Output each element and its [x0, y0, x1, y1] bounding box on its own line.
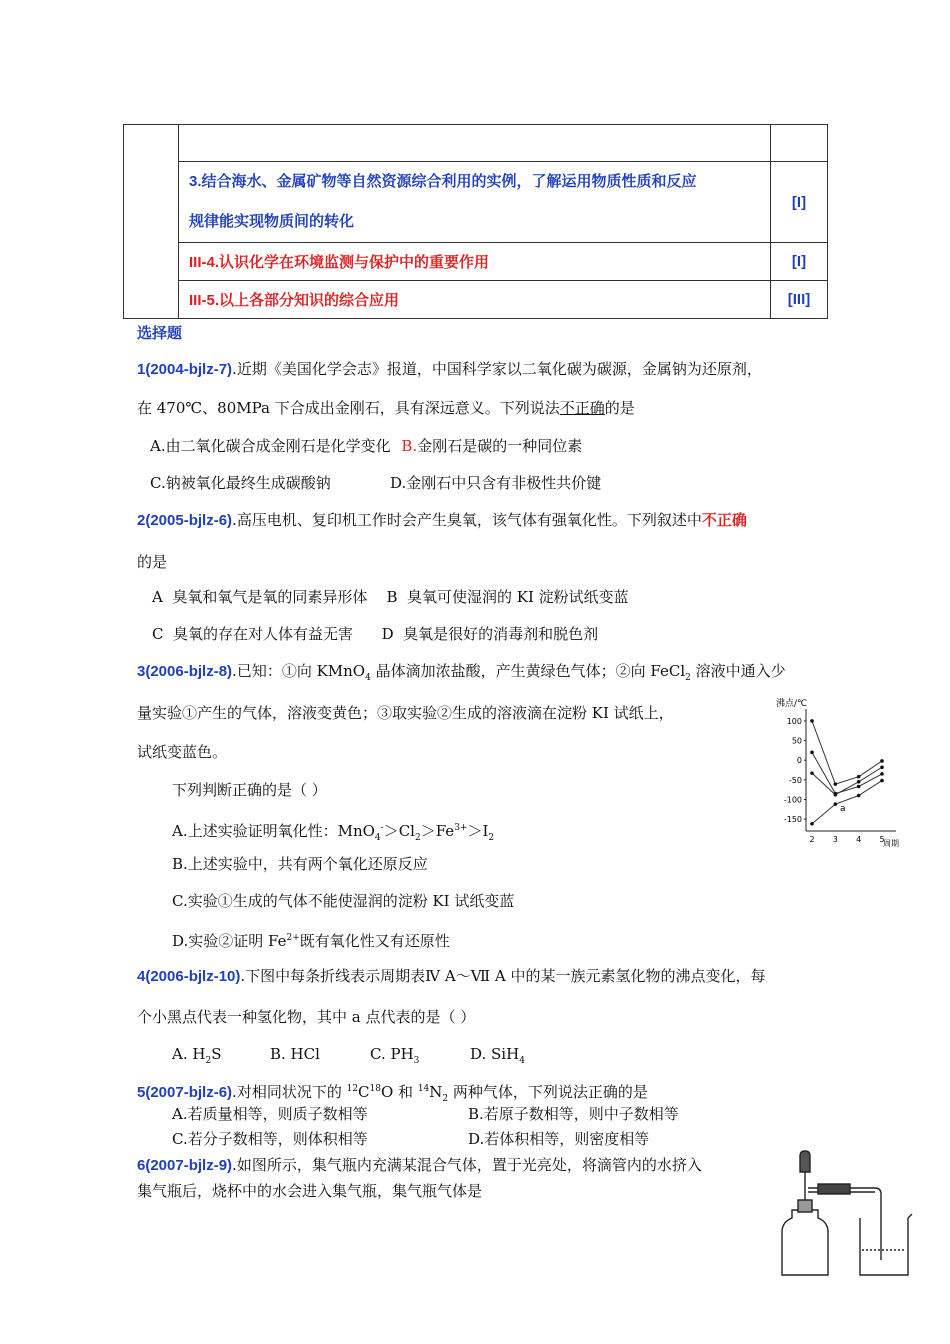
chart-point	[880, 765, 884, 769]
q1-not-correct: 不正确	[559, 399, 605, 417]
chart-y-tick-label: 100	[786, 716, 802, 726]
table-empty-cell	[179, 125, 771, 162]
q4-option-c	[370, 1044, 419, 1071]
q3-option-a	[172, 818, 494, 848]
chart-y-tick-label: -150	[783, 815, 802, 825]
chart-ylabel: 沸点/℃	[776, 699, 808, 709]
q1-text2a: 在 470℃、80MPa 下合成出金刚石，具有深远意义。下列说法	[137, 399, 560, 417]
q3-option-c: C.实验①生成的气体不能使湿润的淀粉 KI 试纸变蓝	[172, 892, 515, 910]
q3-a-2: ＞Cl	[383, 822, 415, 840]
row3-line1: 3.结合海水、金属矿物等自然资源综合利用的实例，了解运用物质性质和反应	[189, 173, 697, 190]
q5-t3: O 和	[380, 1083, 418, 1101]
q5-t1: .对相同状况下的	[232, 1083, 347, 1101]
row3-line2: 规律能实现物质间的转化	[189, 213, 355, 230]
chart-point	[810, 771, 814, 775]
q6-line2: 集气瓶后，烧杯中的水会进入集气瓶，集气瓶气体是	[137, 1182, 483, 1200]
q5-sup14: 14	[417, 1084, 430, 1094]
q3-sub2: 2	[685, 673, 691, 683]
q3-option-b: B.上述实验中，共有两个氧化还原反应	[172, 855, 428, 873]
chart-point	[810, 719, 814, 723]
chart-series-line-4	[812, 781, 882, 824]
q1-option-c: C.钠被氧化最终生成碳酸钠	[150, 474, 331, 492]
row5-text: III-5.以上各部分知识的综合应用	[179, 281, 771, 319]
q5-option-a: A.若质量相等，则质子数相等	[172, 1105, 368, 1123]
q3-a-sub1: 4	[374, 833, 381, 843]
chart-point	[857, 780, 861, 784]
boiling-point-chart	[770, 695, 910, 855]
q5-option-d: D.若体积相等，则密度相等	[468, 1130, 650, 1148]
gas-bottle-apparatus-illustration	[780, 1150, 920, 1280]
chart-y-tick-label: -100	[783, 795, 802, 805]
q3-text1b: 晶体滴加浓盐酸，产生黄绿色气体；②向 FeCl	[370, 662, 686, 680]
chart-point	[857, 794, 861, 798]
q5-sup12: 12	[346, 1084, 359, 1094]
q1-line2	[137, 398, 635, 418]
q3-prompt: 下列判断正确的是（ ）	[172, 781, 327, 799]
q1-text2c: 的是	[604, 399, 635, 417]
q3-line3: 试纸变蓝色。	[137, 743, 228, 761]
q2-options-ab: A 臭氧和氧气是氧的同素异形体 B 臭氧可使湿润的 KI 淀粉试纸变蓝	[152, 588, 629, 606]
q4-line1	[137, 966, 765, 987]
q2-line1	[137, 510, 747, 531]
objectives-table	[123, 124, 828, 319]
chart-x-tick-label: 2	[809, 835, 815, 844]
q1-options-ab	[150, 436, 582, 456]
q3-a-sub2: 2	[414, 833, 421, 843]
chart-annotation-a: a	[840, 804, 846, 814]
table-empty-level	[771, 125, 828, 162]
q5-sup18: 18	[369, 1084, 381, 1094]
q3-a-sub3: 2	[488, 833, 495, 843]
chart-series-line-1	[812, 721, 882, 784]
q3-number: 3(2006-bjlz-8)	[137, 663, 233, 680]
q3-option-d	[172, 928, 450, 951]
q4-option-a	[172, 1044, 221, 1071]
q5-number: 5(2007-bjlz-6)	[137, 1084, 233, 1101]
q4-line2: 个小黑点代表一种氢化物，其中 a 点代表的是（ ）	[137, 1008, 476, 1026]
q3-text1c: 溶液中通入少	[690, 662, 786, 680]
q3-a-1: A.上述实验证明氧化性：MnO	[172, 822, 375, 840]
q4-c-sub: 3	[413, 1056, 420, 1066]
q3-a-sup1: -	[380, 823, 384, 833]
q5-option-c: C.若分子数相等，则体积相等	[172, 1130, 368, 1148]
q5-t5: 两种气体，下列说法正确的是	[448, 1083, 648, 1101]
q3-sub1: 4	[365, 673, 371, 683]
q5-sub2: 2	[442, 1094, 449, 1104]
q1-option-b: 金刚石是碳的一种同位素	[417, 437, 583, 455]
section-title: 选择题	[137, 325, 183, 342]
q4-a-sub: 2	[205, 1056, 212, 1066]
q1-number: 1(2004-bjlz-7)	[137, 361, 233, 378]
chart-point	[834, 793, 838, 797]
q3-line1	[137, 661, 786, 688]
chart-x-tick-label: 5	[879, 835, 885, 844]
chart-point	[810, 822, 814, 826]
q6-text1: .如图所示，集气瓶内充满某混合气体，置于光亮处，将滴管内的水挤入	[232, 1156, 702, 1174]
row4-text: III-4.认识化学在环境监测与保护中的重要作用	[179, 243, 771, 281]
q2-text1: .高压电机、复印机工作时会产生臭氧，该气体有强氧化性。下列叙述中	[232, 511, 702, 529]
chart-point	[857, 785, 861, 789]
q3-a-4: ＞I	[467, 822, 489, 840]
chart-point	[857, 775, 861, 779]
q2-line2: 的是	[137, 553, 168, 571]
q1-option-d: D.金刚石中只含有非极性共价键	[390, 474, 602, 492]
q3-d-2: 既有氧化性又有还原性	[299, 932, 450, 950]
q4-option-b: B. HCl	[270, 1045, 320, 1063]
chart-point	[880, 759, 884, 763]
chart-y-tick-label: -50	[788, 775, 802, 785]
chart-x-tick-label: 4	[856, 835, 862, 844]
row5-level: [III]	[771, 281, 828, 319]
q4-d-sub: 4	[519, 1056, 525, 1066]
table-blank-cell	[124, 125, 179, 319]
chart-y-tick-label: 0	[796, 756, 802, 766]
q2-not-correct: 不正确	[701, 511, 747, 529]
chart-xlabel: 周期	[883, 839, 899, 848]
chart-point	[880, 772, 884, 776]
q4-c-1: C. PH	[370, 1045, 414, 1063]
q3-text1a: .已知：①向 KMnO	[232, 662, 366, 680]
q5-t2: C	[358, 1083, 370, 1101]
q4-a-1: A. H	[172, 1045, 206, 1063]
row3-level: [I]	[771, 162, 828, 243]
q3-d-sup: 2+	[286, 933, 300, 943]
q2-options-cd: C 臭氧的存在对人体有益无害 D 臭氧是很好的消毒剂和脱色剂	[152, 625, 599, 643]
q4-a-2: S	[211, 1045, 222, 1063]
q6-line1	[137, 1155, 702, 1176]
q6-number: 6(2007-bjlz-9)	[137, 1157, 233, 1174]
q3-d-1: D.实验②证明 Fe	[172, 932, 287, 950]
chart-y-tick-label: 50	[791, 736, 802, 746]
row4-level: [I]	[771, 243, 828, 281]
chart-point	[834, 782, 838, 786]
q4-text1: .下图中每条折线表示周期表Ⅳ A～Ⅶ A 中的某一族元素氢化物的沸点变化，每	[240, 967, 766, 985]
q1-option-b-letter: B.	[401, 437, 418, 455]
q4-option-d	[470, 1044, 525, 1071]
q1-line1	[137, 359, 762, 380]
q2-number: 2(2005-bjlz-6)	[137, 512, 233, 529]
q1-text1: .近期《美国化学会志》报道，中国科学家以二氧化碳为碳源，金属钠为还原剂，	[232, 360, 762, 378]
q5-t4: N	[429, 1083, 443, 1101]
table-row-3	[179, 162, 771, 243]
q3-line2: 量实验①产生的气体，溶液变黄色；③取实验②生成的溶液滴在淀粉 KI 试纸上，	[137, 704, 674, 722]
q3-a-sup2: 3+	[454, 823, 468, 833]
q4-number: 4(2006-bjlz-10)	[137, 968, 241, 985]
chart-point	[834, 802, 838, 806]
chart-point	[880, 779, 884, 783]
q4-d-1: D. SiH	[470, 1045, 520, 1063]
q3-a-3: ＞Fe	[420, 822, 455, 840]
chart-x-tick-label: 3	[832, 835, 838, 844]
chart-point	[810, 751, 814, 755]
q5-option-b: B.若原子数相等，则中子数相等	[468, 1105, 679, 1123]
q1-option-a: A.由二氧化碳合成金刚石是化学变化	[150, 437, 391, 455]
